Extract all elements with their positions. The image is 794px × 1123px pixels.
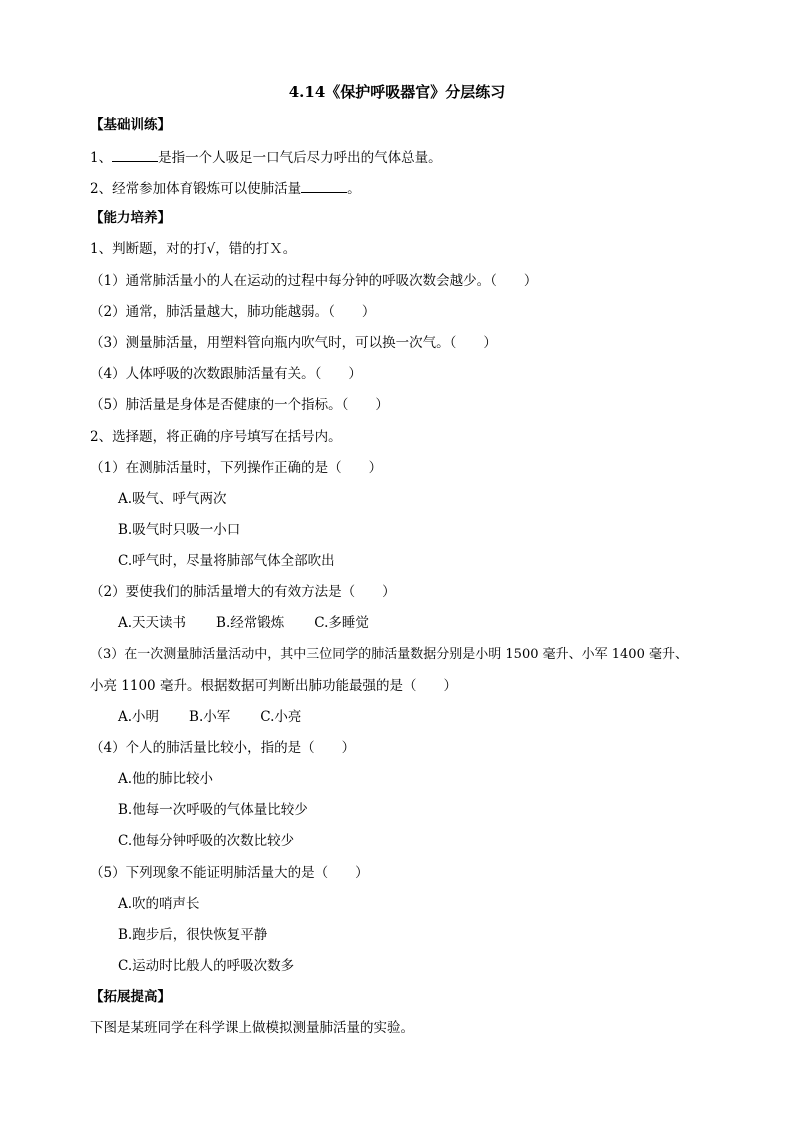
choice-q4-option-a: A.他的肺比较小 (118, 771, 214, 787)
q1-prefix: 1、 (90, 150, 113, 166)
judge-title: 1、判断题，对的打√，错的打Ｘ。 (90, 241, 297, 257)
judge-item-5: （5）肺活量是身体是否健康的一个指标。（ ） (90, 397, 389, 413)
choice-q1-option-b: B.吸气时只吸一小口 (118, 522, 241, 538)
judge-item-3: （3）测量肺活量，用塑料管向瓶内吹气时，可以换一次气。（ ） (90, 335, 497, 351)
choice-q2-option-b: B.经常锻炼 (216, 615, 285, 631)
q2-prefix: 2、经常参加体育锻炼可以使肺活量 (90, 181, 302, 197)
choice-q2-stem: （2）要使我们的肺活量增大的有效方法是（ ） (90, 584, 396, 600)
choice-q4-option-c: C.他每分钟呼吸的次数比较少 (118, 833, 295, 849)
choice-q3-option-b: B.小军 (189, 709, 231, 725)
choice-q1-option-c: C.呼气时，尽量将肺部气体全部吹出 (118, 553, 335, 569)
choice-q1-stem: （1）在测肺活量时，下列操作正确的是（ ） (90, 460, 383, 476)
answer-blank-1[interactable] (112, 147, 158, 162)
q1-suffix: 是指一个人吸足一口气后尽力呼出的气体总量。 (158, 150, 442, 166)
q2-suffix: 。 (347, 181, 361, 197)
extension-text: 下图是某班同学在科学课上做模拟测量肺活量的实验。 (90, 1020, 414, 1036)
fill-question-1 (90, 147, 442, 167)
choice-q3-option-c: C.小亮 (260, 709, 302, 725)
choice-q2-option-a: A.天天读书 (118, 615, 187, 631)
choice-q5-option-c: C.运动时比般人的呼吸次数多 (118, 958, 295, 974)
choice-q4-option-b: B.他每一次呼吸的气体量比较少 (118, 802, 308, 818)
choice-title: 2、选择题，将正确的序号填写在括号内。 (90, 429, 342, 445)
choice-q2-option-c: C.多睡觉 (314, 615, 369, 631)
section-heading-extension: 【拓展提高】 (90, 989, 171, 1005)
choice-q3-option-a: A.小明 (118, 709, 160, 725)
choice-q3-options (118, 708, 301, 726)
section-heading-ability: 【能力培养】 (90, 210, 171, 226)
judge-item-4: （4）人体呼吸的次数跟肺活量有关。（ ） (90, 366, 362, 382)
page-title: 4.14《保护呼吸器官》分层练习 (288, 83, 506, 101)
choice-q3-stem-line1: （3）在一次测量肺活量活动中，其中三位同学的肺活量数据分别是小明 1500 毫升、小军 1400 毫升、 (90, 647, 688, 662)
judge-item-1: （1）通常肺活量小的人在运动的过程中每分钟的呼吸次数会越少。（ ） (90, 273, 538, 289)
choice-q5-option-a: A.吹的哨声长 (118, 896, 200, 912)
judge-item-2: （2）通常，肺活量越大，肺功能越弱。（ ） (90, 304, 376, 320)
choice-q5-option-b: B.跑步后，很快恢复平静 (118, 927, 268, 943)
choice-q1-option-a: A.吸气、呼气两次 (118, 491, 227, 507)
fill-question-2 (90, 178, 361, 198)
choice-q3-stem-line2: 小亮 1100 毫升。根据数据可判断出肺功能最强的是（ ） (90, 678, 457, 694)
answer-blank-2[interactable] (301, 178, 347, 193)
choice-q2-options (118, 614, 369, 632)
choice-q5-stem: （5）下列现象不能证明肺活量大的是（ ） (90, 865, 369, 881)
choice-q4-stem: （4）个人的肺活量比较小，指的是（ ） (90, 740, 356, 756)
section-heading-basic: 【基础训练】 (90, 117, 171, 133)
